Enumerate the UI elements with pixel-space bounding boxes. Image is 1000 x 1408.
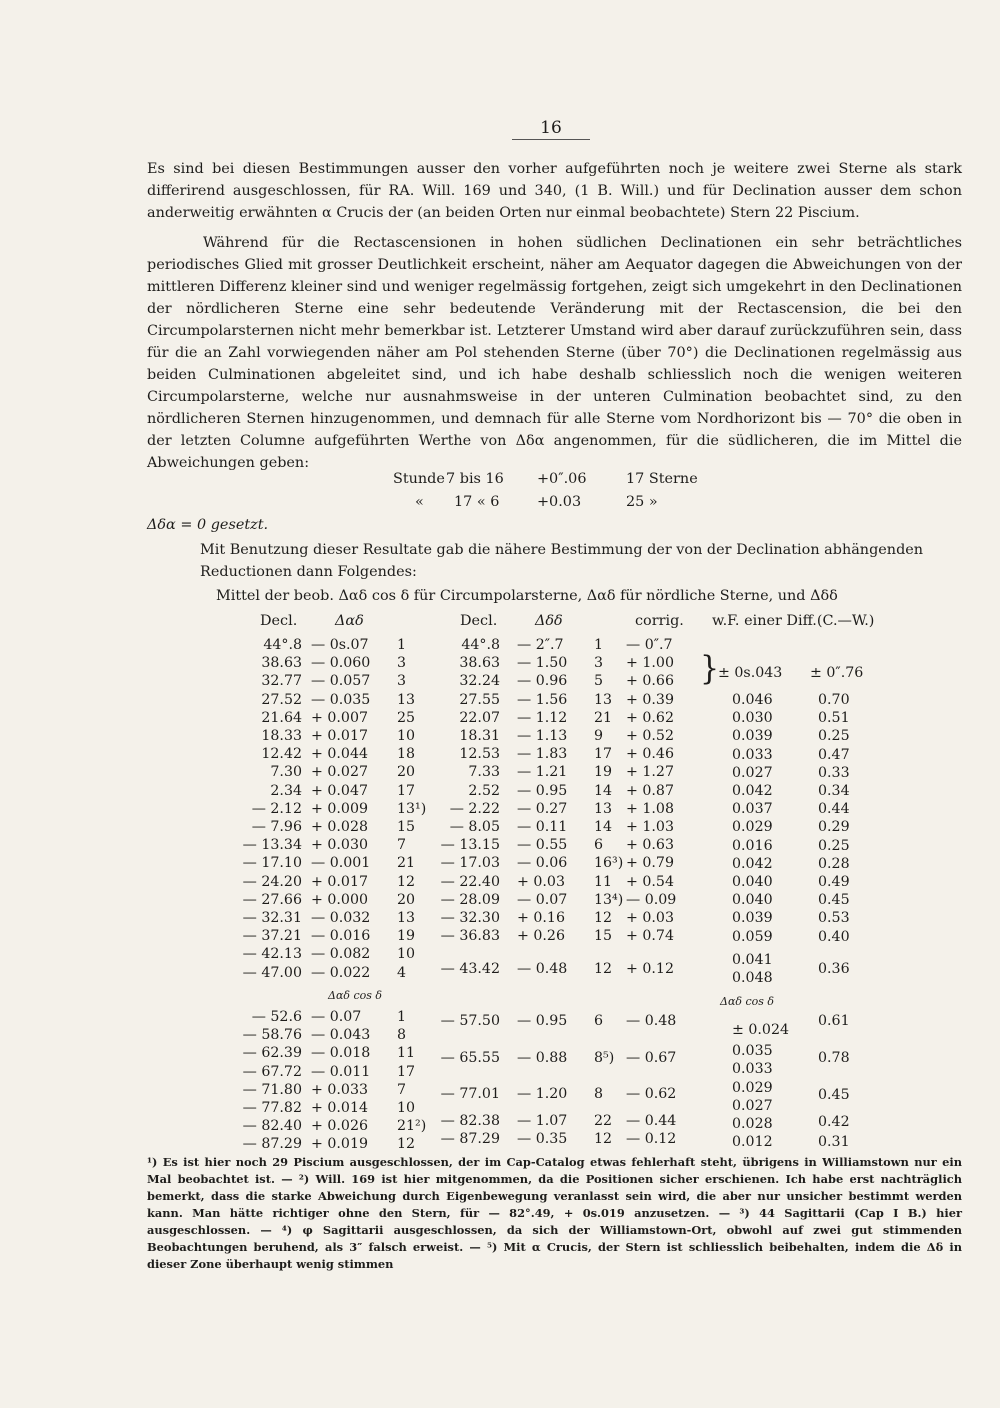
left-count-cell: 18 — [397, 746, 416, 763]
header-decl-left: Decl. — [260, 613, 298, 629]
right-decl-cell: — 28.09 — [440, 891, 500, 908]
left-count-cell: 20 — [397, 891, 416, 908]
formula-count: 17 Sterne — [626, 471, 698, 487]
left-decl-cell: 27.52 — [261, 691, 302, 708]
right-count-cell: 8 — [594, 1086, 604, 1102]
wf-alpha-cell: 0.040 — [732, 892, 773, 909]
left-delta-alpha-cell: + 0.019 — [311, 1136, 369, 1153]
header-corrected: corrig. — [635, 613, 684, 629]
left-delta-alpha-cell: + 0.047 — [311, 782, 369, 799]
wf-delta-cell: 0.45 — [818, 1087, 850, 1103]
right-decl-cell: — 87.29 — [440, 1131, 500, 1147]
right-count-cell: 11 — [594, 873, 613, 890]
corrected-cell: — 0.09 — [626, 891, 677, 908]
left-count-cell: 8 — [397, 1027, 407, 1044]
left-count-cell: 10 — [397, 1100, 416, 1116]
wf-alpha-cell: 0.030 — [732, 710, 773, 727]
formula-count: 25 » — [626, 494, 658, 510]
paragraph-exclusions: Es sind bei diesen Bestimmungen ausser den vorher aufgeführten noch je weitere zwei Sterne als stark differirend ausgeschlossen, für RA. Will. 169 und 340, (1 B. Will.) und für Declination ausser dem schon anderweitig erwähnten α Crucis der (an beiden Orten nur einmal beobachtete) Stern 22 Piscium. — [147, 161, 962, 221]
right-delta-delta-cell: — 1.07 — [517, 1113, 568, 1129]
left-decl-cell: — 7.96 — [251, 819, 302, 835]
right-delta-delta-cell: — 1.21 — [517, 764, 568, 781]
left-delta-alpha-cell: + 0.017 — [311, 728, 369, 744]
left-decl-cell: — 13.34 — [242, 837, 302, 854]
right-decl-cell: 44°.8 — [461, 637, 500, 653]
wf-alpha-cell: 0.039 — [732, 910, 773, 927]
left-count-cell: 11 — [397, 1045, 416, 1062]
right-delta-delta-cell: — 0.88 — [517, 1050, 568, 1066]
left-decl-cell: 38.63 — [261, 655, 302, 672]
left-delta-alpha-cell: — 0s.07 — [311, 637, 369, 653]
table-caption: Mittel der beob. Δαδ cos δ für Circumpolarsterne, Δαδ für nördliche Sterne, und Δδδ — [216, 588, 838, 604]
right-delta-delta-cell: — 1.56 — [517, 691, 568, 708]
left-decl-cell: — 37.21 — [242, 928, 302, 945]
right-delta-delta-cell: — 1.12 — [517, 709, 568, 726]
wf-alpha-cell: 0.027 — [732, 1098, 773, 1114]
left-delta-alpha-cell: — 0.060 — [311, 655, 371, 672]
right-decl-cell: 12.53 — [459, 746, 500, 763]
left-count-cell: 19 — [397, 928, 416, 945]
left-decl-cell: — 82.40 — [242, 1118, 302, 1135]
wf-delta-cell: 0.36 — [818, 961, 850, 977]
corrected-cell: + 0.46 — [626, 746, 674, 763]
right-decl-cell: 22.07 — [459, 709, 500, 726]
wf-delta-cell: 0.47 — [818, 746, 850, 763]
left-count-cell: 25 — [397, 709, 416, 726]
wf-delta-cell: 0.53 — [818, 910, 850, 927]
corrected-cell: + 1.08 — [626, 800, 674, 817]
left-decl-cell: — 2.12 — [251, 800, 302, 817]
right-decl-cell: — 17.03 — [440, 855, 500, 872]
left-count-cell: 1 — [397, 1009, 407, 1025]
left-count-cell: 21 — [397, 855, 416, 872]
right-count-cell: 17 — [594, 746, 613, 763]
left-decl-cell: — 47.00 — [242, 964, 302, 981]
left-delta-alpha-cell: — 0.07 — [311, 1009, 362, 1025]
right-delta-delta-cell: — 2″.7 — [517, 637, 564, 653]
right-count-cell: 1 — [594, 637, 604, 653]
right-count-cell: 12 — [594, 961, 613, 977]
left-delta-alpha-cell: — 0.011 — [311, 1063, 371, 1080]
header-delta-alpha: Δαδ — [335, 613, 364, 629]
left-delta-alpha-cell: — 0.035 — [311, 691, 371, 708]
right-count-cell: 14 — [594, 782, 613, 799]
left-count-cell: 7 — [397, 1081, 407, 1098]
left-decl-cell: — 24.20 — [242, 873, 302, 890]
wf-alpha-cell: 0.059 — [732, 928, 773, 945]
left-decl-cell: — 71.80 — [242, 1081, 302, 1098]
left-decl-cell: — 52.6 — [251, 1009, 302, 1025]
left-delta-alpha-cell: + 0.000 — [311, 891, 369, 908]
paragraph-rectascension: Während für die Rectascensionen in hohen südlichen Declinationen ein sehr beträchtliches periodisches Glied mit grosser Deutlichkeit erscheint, näher am Aequator dagegen die Abweichungen von der mittleren Differenz kleiner sind und weniger regelmässig fortgehen, zeigt sich umgekehrt in den Declinationen der nördlicheren Sterne eine sehr bedeutende Veränderung mit der Rectascension, die bei den Circumpolarsternen nicht mehr bemerkbar ist. Letzterer Umstand wird aber darauf zurückzuführen sein, dass für die an Zahl vorwiegenden näher am Pol stehenden Sterne (über 70°) die Declinationen regelmässig aus beiden Culminationen abgeleitet sind, und ich habe deshalb schliesslich noch die wenigen weiteren Circumpolarsterne, welche nur ausnahmsweise in der unteren Culmination beobachtet sind, zu den nördlicheren Sternen hinzugenommen, und demnach für alle Sterne vom Nordhorizont bis — 70° die oben in der letzten Columne aufgeführten Werthe von Δδα angenommen, für die südlicheren, die im Mittel die Abweichungen geben: — [147, 235, 962, 471]
wf-alpha-cell: ± 0s.043 — [718, 665, 783, 681]
left-delta-alpha-cell: — 0.001 — [311, 855, 371, 872]
corrected-cell: + 0.87 — [626, 782, 674, 799]
right-delta-delta-cell: + 0.16 — [517, 910, 565, 926]
left-delta-alpha-cell: + 0.030 — [311, 837, 369, 854]
left-delta-alpha-cell: — 0.018 — [311, 1045, 371, 1062]
corrected-cell: + 0.39 — [626, 691, 674, 708]
right-decl-cell: — 82.38 — [440, 1113, 500, 1129]
formula-ditto: « — [415, 494, 424, 510]
right-decl-cell: 32.24 — [459, 673, 500, 690]
right-count-cell: 8⁵) — [594, 1050, 615, 1066]
right-delta-delta-cell: — 0.95 — [517, 782, 568, 799]
left-decl-cell: — 87.29 — [242, 1136, 302, 1153]
wf-alpha-cell: 0.033 — [732, 1061, 773, 1077]
left-delta-alpha-cell: — 0.016 — [311, 928, 371, 945]
right-count-cell: 19 — [594, 764, 613, 781]
corrected-cell: — 0.12 — [626, 1131, 677, 1147]
right-decl-cell: — 77.01 — [440, 1086, 500, 1102]
right-count-cell: 15 — [594, 928, 613, 945]
wf-delta-cell: 0.28 — [818, 855, 850, 872]
paragraph-reductions: Mit Benutzung dieser Resultate gab die nähere Bestimmung der von der Declination abhängenden Reductionen dann Folgendes: — [200, 542, 924, 580]
corrected-cell: — 0.62 — [626, 1086, 677, 1102]
right-decl-cell: 7.33 — [468, 764, 500, 781]
right-decl-cell: — 8.05 — [449, 819, 500, 835]
right-decl-cell: 27.55 — [459, 691, 500, 708]
left-decl-cell: — 77.82 — [242, 1100, 302, 1116]
right-count-cell: 6 — [594, 1013, 604, 1029]
wf-alpha-cell: 0.037 — [732, 801, 773, 818]
right-decl-cell: — 13.15 — [440, 837, 500, 854]
left-delta-alpha-cell: + 0.026 — [311, 1118, 369, 1135]
wf-delta-cell: 0.51 — [818, 710, 850, 727]
left-delta-alpha-cell: + 0.044 — [311, 746, 369, 763]
wf-delta-cell: 0.25 — [818, 728, 850, 745]
left-count-cell: 15 — [397, 819, 416, 835]
left-delta-alpha-cell: + 0.009 — [311, 800, 369, 817]
corrected-cell: + 0.66 — [626, 673, 674, 690]
footnotes: ¹) Es ist hier noch 29 Piscium ausgeschlossen, der im Cap-Catalog etwas fehlerhaft steht, übrigens in Williamstown nur ein Mal beobachtet ist. — ²) Will. 169 ist hier mitgenommen, da die Positionen sicher erschienen. Ich habe erst nachträglich bemerkt, dass die starke Abweichung durch Eigenbewegung veranlasst sein wird, die aber nur unsicher bestimmt werden kann. Man hätte richtiger ohne den Stern, für — 82°.49, + 0s.019 anzusetzen. — ³) 44 Sagittarii (Cap I B.) hier ausgeschlossen. — ⁴) φ Sagittarii ausgeschlossen, da sich der Williamstown-Ort, obwohl auf zwei gut stimmenden Beobachtungen beruhend, als 3″ falsch erweist. — ⁵) Mit α Crucis, der Stern ist schliesslich beibehalten, indem die Δδ in dieser Zone überhaupt wenig stimmen — [147, 1155, 962, 1271]
wf-alpha-cell: 0.028 — [732, 1116, 773, 1132]
right-delta-delta-cell: — 0.95 — [517, 1013, 568, 1029]
right-decl-cell: 2.52 — [468, 782, 500, 799]
left-count-cell: 17 — [397, 1063, 416, 1080]
left-count-cell: 7 — [397, 837, 407, 854]
right-count-cell: 12 — [594, 910, 613, 926]
subheader-right: Δαδ cos δ — [720, 995, 775, 1008]
left-decl-cell: 21.64 — [261, 709, 302, 726]
left-count-cell: 1 — [397, 637, 407, 653]
wf-delta-cell: 0.29 — [818, 819, 850, 836]
right-decl-cell: — 2.22 — [449, 800, 500, 817]
wf-alpha-cell: ± 0.024 — [732, 1022, 790, 1038]
wf-delta-cell: 0.40 — [818, 928, 850, 945]
right-delta-delta-cell: — 1.50 — [517, 655, 568, 672]
left-decl-cell: 2.34 — [270, 782, 302, 799]
left-count-cell: 17 — [397, 782, 416, 799]
left-delta-alpha-cell: — 0.057 — [311, 673, 371, 690]
right-count-cell: 5 — [594, 673, 604, 690]
right-count-cell: 6 — [594, 837, 604, 854]
right-count-cell: 13 — [594, 800, 613, 817]
page-number: 16 — [512, 118, 590, 140]
left-count-cell: 4 — [397, 964, 407, 981]
right-decl-cell: — 57.50 — [440, 1013, 500, 1029]
corrected-cell: + 0.62 — [626, 709, 674, 726]
right-count-cell: 13 — [594, 691, 613, 708]
left-delta-alpha-cell: + 0.017 — [311, 873, 369, 890]
left-count-cell: 10 — [397, 946, 416, 963]
left-count-cell: 13 — [397, 910, 416, 926]
wf-delta-cell: 0.70 — [818, 692, 850, 708]
right-delta-delta-cell: — 0.06 — [517, 855, 568, 872]
right-count-cell: 14 — [594, 819, 613, 835]
wf-delta-cell: 0.78 — [818, 1050, 850, 1066]
wf-alpha-cell: 0.027 — [732, 764, 773, 781]
formula-hour-range: 17 « 6 — [454, 494, 500, 510]
right-decl-cell: — 36.83 — [440, 928, 500, 945]
wf-alpha-cell: 0.016 — [732, 837, 773, 854]
left-count-cell: 3 — [397, 673, 407, 690]
formula-value: +0″.06 — [537, 471, 587, 487]
corrected-cell: + 0.52 — [626, 728, 674, 744]
right-count-cell: 22 — [594, 1113, 613, 1129]
left-count-cell: 13 — [397, 691, 416, 708]
formula-hour-range: 7 bis 16 — [446, 471, 504, 487]
left-count-cell: 3 — [397, 655, 407, 672]
corrected-cell: + 1.00 — [626, 655, 674, 672]
formula-hour-label: Stunde — [393, 471, 445, 487]
right-decl-cell: — 43.42 — [440, 961, 500, 977]
left-delta-alpha-cell: — 0.043 — [311, 1027, 371, 1044]
subheader-left: Δαδ cos δ — [328, 989, 383, 1002]
left-decl-cell: — 27.66 — [242, 891, 302, 908]
header-weight-error: w.F. einer Diff.(C.—W.) — [712, 613, 875, 629]
right-delta-delta-cell: — 1.13 — [517, 728, 568, 744]
corrected-cell: + 0.03 — [626, 910, 674, 926]
left-decl-cell: — 58.76 — [242, 1027, 302, 1044]
corrected-cell: + 1.03 — [626, 819, 674, 835]
left-delta-alpha-cell: + 0.007 — [311, 709, 369, 726]
formula-value: +0.03 — [537, 494, 582, 510]
left-decl-cell: 18.33 — [261, 728, 302, 744]
formula-set-zero: Δδα = 0 gesetzt. — [147, 517, 269, 533]
wf-alpha-cell: 0.040 — [732, 874, 773, 890]
right-delta-delta-cell: — 0.96 — [517, 673, 568, 690]
right-count-cell: 13⁴) — [594, 891, 624, 908]
left-count-cell: 20 — [397, 764, 416, 781]
left-decl-cell: — 42.13 — [242, 946, 302, 963]
left-decl-cell: 44°.8 — [263, 637, 302, 653]
left-decl-cell: — 62.39 — [242, 1045, 302, 1062]
left-count-cell: 21²) — [397, 1118, 427, 1135]
corrected-cell: + 0.63 — [626, 837, 674, 854]
corrected-cell: + 1.27 — [626, 764, 674, 781]
wf-alpha-cell: 0.029 — [732, 819, 773, 836]
corrected-cell: — 0.48 — [626, 1013, 677, 1029]
right-delta-delta-cell: — 0.11 — [517, 819, 568, 835]
left-decl-cell: 7.30 — [270, 764, 302, 781]
right-decl-cell: — 65.55 — [440, 1050, 500, 1066]
right-decl-cell: 18.31 — [459, 728, 500, 744]
left-delta-alpha-cell: + 0.028 — [311, 819, 369, 835]
left-delta-alpha-cell: + 0.027 — [311, 764, 369, 781]
right-brace: } — [700, 649, 720, 688]
corrected-cell: — 0.67 — [626, 1050, 677, 1066]
wf-alpha-cell: 0.029 — [732, 1080, 773, 1096]
right-delta-delta-cell: — 1.20 — [517, 1086, 568, 1102]
wf-delta-cell: 0.33 — [818, 764, 850, 781]
left-delta-alpha-cell: — 0.022 — [311, 964, 371, 981]
right-count-cell: 9 — [594, 728, 604, 744]
wf-delta-cell: 0.61 — [818, 1013, 850, 1029]
left-delta-alpha-cell: + 0.014 — [311, 1100, 369, 1116]
right-delta-delta-cell: + 0.03 — [517, 873, 565, 890]
left-delta-alpha-cell: — 0.032 — [311, 910, 371, 926]
left-count-cell: 10 — [397, 728, 416, 744]
wf-delta-cell: 0.44 — [818, 801, 850, 818]
left-decl-cell: — 32.31 — [242, 910, 302, 926]
wf-delta-cell: 0.49 — [818, 874, 850, 890]
header-decl-right: Decl. — [460, 613, 498, 629]
wf-delta-cell: 0.42 — [818, 1114, 850, 1130]
wf-delta-cell: 0.25 — [818, 837, 850, 854]
right-delta-delta-cell: — 0.27 — [517, 800, 568, 817]
wf-delta-cell: 0.34 — [818, 783, 850, 799]
right-delta-delta-cell: — 0.48 — [517, 961, 568, 977]
right-count-cell: 12 — [594, 1131, 613, 1147]
right-count-cell: 16³) — [594, 855, 624, 872]
wf-alpha-cell: 0.012 — [732, 1134, 773, 1150]
corrected-cell: + 0.79 — [626, 855, 674, 872]
wf-alpha-cell: 0.048 — [732, 970, 773, 986]
right-decl-cell: 38.63 — [459, 655, 500, 672]
left-count-cell: 12 — [397, 873, 416, 890]
header-delta-delta: Δδδ — [535, 613, 563, 629]
wf-delta-cell: 0.31 — [818, 1134, 850, 1150]
right-count-cell: 3 — [594, 655, 604, 672]
right-decl-cell: — 22.40 — [440, 873, 500, 890]
right-delta-delta-cell: — 0.55 — [517, 837, 568, 854]
right-delta-delta-cell: + 0.26 — [517, 928, 565, 945]
wf-alpha-cell: 0.033 — [732, 746, 773, 763]
left-count-cell: 12 — [397, 1136, 416, 1153]
left-delta-alpha-cell: + 0.033 — [311, 1081, 369, 1098]
left-decl-cell: — 67.72 — [242, 1063, 302, 1080]
corrected-cell: — 0″.7 — [626, 637, 673, 653]
wf-alpha-cell: 0.039 — [732, 728, 773, 745]
corrected-cell: — 0.44 — [626, 1113, 677, 1129]
right-count-cell: 21 — [594, 709, 613, 726]
wf-delta-cell: 0.45 — [818, 892, 850, 909]
corrected-cell: + 0.74 — [626, 928, 674, 945]
wf-alpha-cell: 0.042 — [732, 783, 773, 799]
right-decl-cell: — 32.30 — [440, 910, 500, 926]
wf-alpha-cell: 0.042 — [732, 855, 773, 872]
left-decl-cell: 32.77 — [261, 673, 302, 690]
left-decl-cell: 12.42 — [261, 746, 302, 763]
wf-alpha-cell: 0.041 — [732, 952, 773, 968]
left-count-cell: 13¹) — [397, 800, 427, 817]
corrected-cell: + 0.54 — [626, 873, 674, 890]
wf-alpha-cell: 0.035 — [732, 1043, 773, 1059]
right-delta-delta-cell: — 1.83 — [517, 746, 568, 763]
wf-alpha-cell: 0.046 — [732, 692, 773, 708]
right-delta-delta-cell: — 0.07 — [517, 891, 568, 908]
right-delta-delta-cell: — 0.35 — [517, 1131, 568, 1147]
left-decl-cell: — 17.10 — [242, 855, 302, 872]
corrected-cell: + 0.12 — [626, 961, 674, 977]
wf-delta-cell: ± 0″.76 — [810, 665, 864, 681]
left-delta-alpha-cell: — 0.082 — [311, 946, 371, 963]
